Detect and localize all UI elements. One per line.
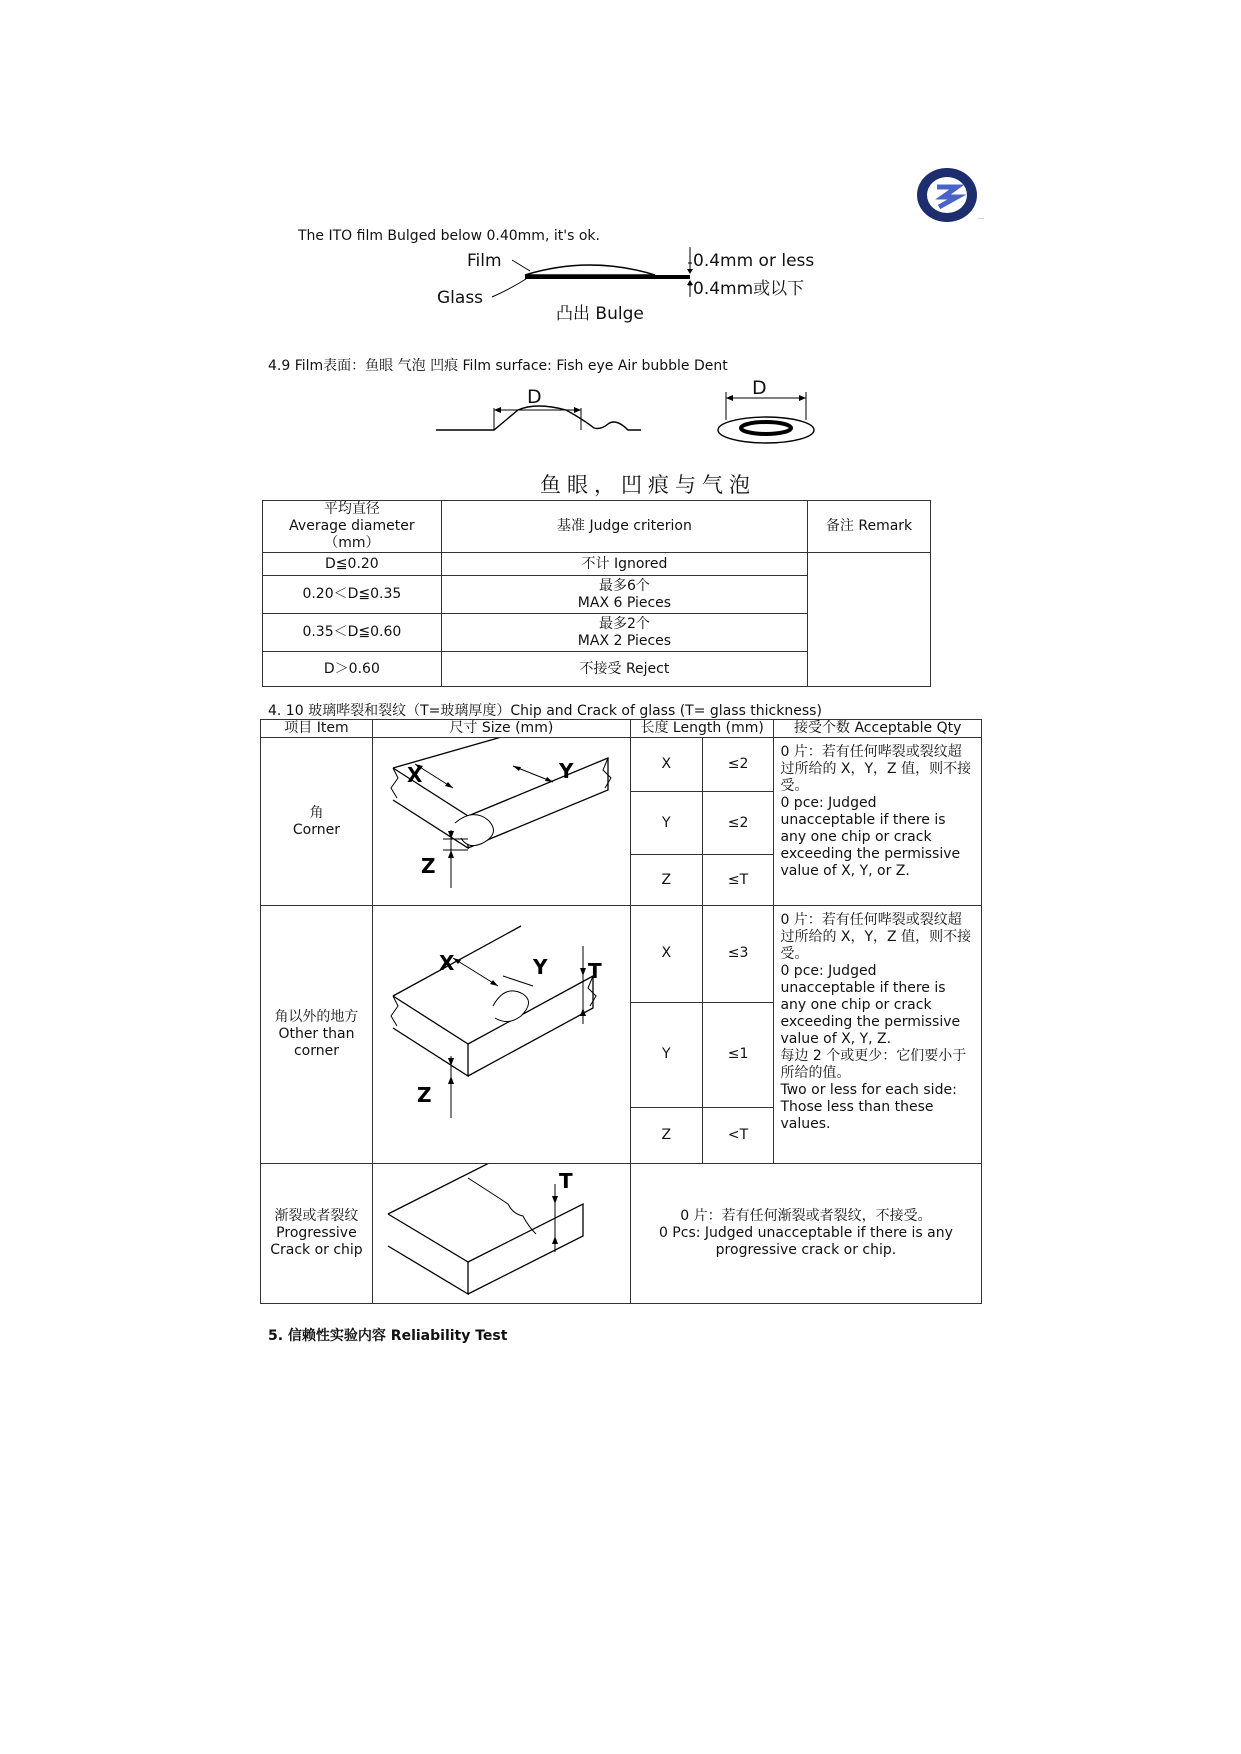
axis-cell: X (630, 738, 702, 792)
diagram-x-label: X (407, 763, 423, 787)
progressive-qty: 0 片：若有任何渐裂或者裂纹，不接受。 0 Pcs: Judged unacceptable if there is any progressive crack or chip. (630, 1164, 981, 1304)
figure-title: 鱼眼，凹痕与气泡 (540, 473, 756, 497)
table-cell: 0.20＜D≦0.35 (263, 576, 442, 614)
header-diameter: 平均直径 Average diameter（mm） (263, 501, 442, 553)
defect-table (262, 500, 931, 687)
axis-cell: Y (630, 791, 702, 854)
header-criterion: 基准 Judge criterion (441, 501, 807, 553)
table-cell: 0.35＜D≦0.60 (263, 614, 442, 652)
height-label-en: 0.4mm or less (693, 251, 815, 271)
limit-cell: ≤3 (702, 906, 774, 1003)
progressive-diagram-cell (372, 1164, 630, 1304)
diagram-y-label: Y (533, 955, 548, 979)
height-label-cn: 0.4mm或以下 (693, 279, 805, 299)
item-progressive: 渐裂或者裂纹 Progressive Crack or chip (261, 1164, 373, 1304)
diagram-z-label: Z (417, 1083, 432, 1107)
d-label-left: D (527, 386, 542, 408)
film-surface-diagram (436, 380, 836, 450)
item-other-than-corner: 角以外的地方 Other than corner (261, 906, 373, 1164)
diagram-t-label: T (559, 1169, 574, 1193)
diagram-x-label: X (439, 951, 455, 975)
axis-cell: Y (630, 1002, 702, 1107)
chip-crack-table (260, 719, 982, 1304)
limit-cell: <T (702, 1107, 774, 1163)
remark-cell (808, 553, 931, 687)
table-cell: 最多2个 MAX 2 Pieces (441, 614, 807, 652)
table-cell: 不计 Ignored (441, 553, 807, 576)
section-5-heading: 5. 信赖性实验内容 Reliability Test (268, 1328, 508, 1344)
diagram-y-label: Y (559, 759, 574, 783)
header-remark: 备注 Remark (808, 501, 931, 553)
limit-cell: ≤1 (702, 1002, 774, 1107)
table-cell: D＞0.60 (263, 652, 442, 687)
section-4-10-heading: 4. 10 玻璃哔裂和裂纹（T=玻璃厚度）Chip and Crack of glass (T= glass thickness) (268, 703, 822, 719)
header-item: 项目 Item (261, 720, 373, 738)
axis-cell: X (630, 906, 702, 1003)
diagram-z-label: Z (421, 854, 436, 878)
item-corner: 角 Corner (261, 738, 373, 906)
header-qty: 接受个数 Acceptable Qty (774, 720, 982, 738)
table-cell: 最多6个 MAX 6 Pieces (441, 576, 807, 614)
progressive-crack-diagram (373, 1164, 629, 1298)
edge-chip-diagram (373, 906, 629, 1158)
d-label-right: D (752, 377, 767, 399)
corner-qty: 0 片：若有任何哔裂或裂纹超过所给的 X，Y，Z 值，则不接受。 0 pce: Judged unacceptable if there is any one chip or crack exceeding the permissive value of X, Y, or Z. (774, 738, 982, 906)
table-cell: 不接受 Reject (441, 652, 807, 687)
table-cell: D≦0.20 (263, 553, 442, 576)
corner-chip-diagram (373, 738, 629, 900)
limit-cell: ≤2 (702, 738, 774, 792)
edge-diagram-cell (372, 906, 630, 1164)
diagram-t-label: T (588, 959, 603, 983)
logo-mark: … (978, 214, 984, 221)
other-qty: 0 片：若有任何哔裂或裂纹超过所给的 X，Y，Z 值，则不接受。 0 pce: Judged unacceptable if there is any one chip or crack exceeding the permissive value of X, Y, Z. 每边 2 个或更少：它们要小于所给的值。 Two or less for each side: Those less than these values. (774, 906, 982, 1164)
bulge-label: 凸出 Bulge (556, 304, 644, 324)
limit-cell: ≤2 (702, 791, 774, 854)
header-length: 长度 Length (mm) (630, 720, 774, 738)
corner-diagram-cell (372, 738, 630, 906)
bulge-caption: The ITO film Bulged below 0.40mm, it's ok. (298, 228, 600, 244)
axis-cell: Z (630, 1107, 702, 1163)
section-4-9-heading: 4.9 Film表面：鱼眼 气泡 凹痕 Film surface: Fish eye Air bubble Dent (268, 358, 728, 374)
header-size: 尺寸 Size (mm) (372, 720, 630, 738)
glass-label: Glass (437, 288, 484, 308)
limit-cell: ≤T (702, 855, 774, 906)
company-logo (915, 165, 995, 225)
film-label: Film (467, 251, 502, 271)
axis-cell: Z (630, 855, 702, 906)
